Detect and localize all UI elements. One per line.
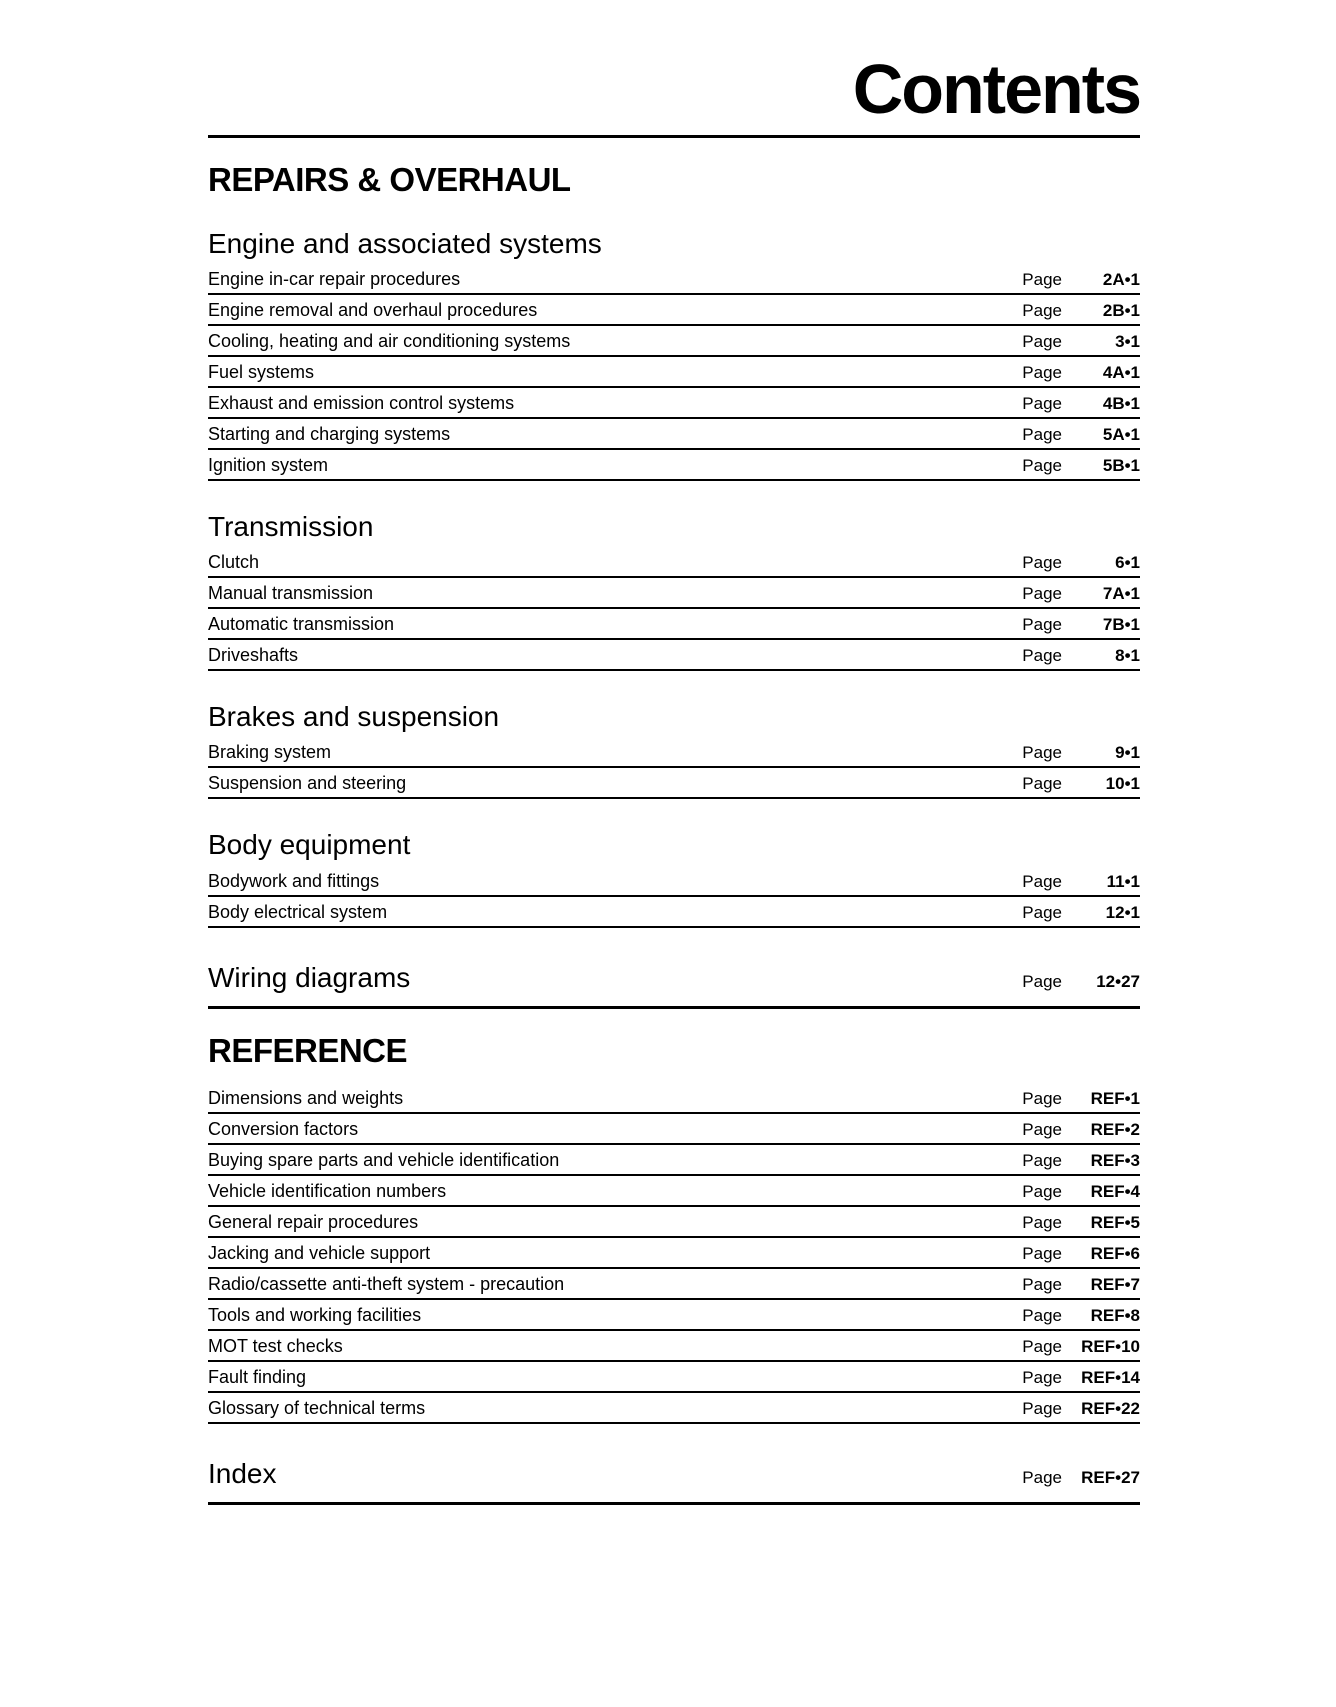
- table-of-contents: [208, 162, 1140, 1506]
- toc-row: [208, 450, 1140, 481]
- toc-row: [208, 1331, 1140, 1362]
- toc-row: [208, 737, 1140, 768]
- page-number: REF•1: [1090, 1089, 1140, 1109]
- toc-row-label: Jacking and vehicle support: [208, 1243, 431, 1264]
- page-reference: [1022, 1468, 1140, 1488]
- toc-row: [208, 1083, 1140, 1114]
- page-number: 5B•1: [1102, 455, 1140, 475]
- page-number: 6•1: [1115, 553, 1140, 573]
- page-reference: [1022, 1337, 1140, 1357]
- toc-row-label: General repair procedures: [208, 1212, 419, 1233]
- page-number: 9•1: [1115, 743, 1140, 763]
- page-number: 3•1: [1115, 331, 1140, 351]
- page-word-label: Page: [1022, 1399, 1062, 1419]
- page-word-label: Page: [1022, 1244, 1062, 1264]
- page-word-label: Page: [1022, 1468, 1062, 1488]
- page-number: 2B•1: [1102, 300, 1140, 320]
- toc-row-index: [208, 1458, 1140, 1505]
- toc-row: [208, 1393, 1140, 1424]
- toc-row: [208, 1269, 1140, 1300]
- page-number: REF•5: [1090, 1213, 1140, 1233]
- toc-row: [208, 1207, 1140, 1238]
- page-word-label: Page: [1022, 331, 1062, 351]
- toc-row: [208, 578, 1140, 609]
- page-reference: [1022, 1151, 1140, 1171]
- toc-row-label: Buying spare parts and vehicle identification: [208, 1150, 560, 1171]
- part-heading-repairs-overhaul: REPAIRS & OVERHAUL: [208, 160, 571, 198]
- page-word-label: Page: [1022, 584, 1062, 604]
- page-number: 4B•1: [1102, 393, 1140, 413]
- page-reference: [1022, 425, 1140, 445]
- section-heading: Brakes and suspension: [208, 701, 500, 733]
- page-reference: [1022, 553, 1140, 573]
- page-word-label: Page: [1022, 743, 1062, 763]
- toc-row-label: Radio/cassette anti-theft system - precaution: [208, 1274, 565, 1295]
- toc-row-label: Engine removal and overhaul procedures: [208, 299, 538, 320]
- page-word-label: Page: [1022, 1151, 1062, 1171]
- toc-row-label: Exhaust and emission control systems: [208, 392, 515, 413]
- page-number: 7A•1: [1102, 584, 1140, 604]
- toc-row-label: Tools and working facilities: [208, 1305, 422, 1326]
- toc-row-label: MOT test checks: [208, 1336, 343, 1357]
- page-reference: [1022, 1182, 1140, 1202]
- page-number: REF•10: [1081, 1337, 1140, 1357]
- page-word-label: Page: [1022, 615, 1062, 635]
- page-word-label: Page: [1022, 1213, 1062, 1233]
- toc-row-label: Clutch: [208, 552, 260, 573]
- page-header: [208, 0, 1140, 138]
- section-body-equipment: [208, 829, 1140, 927]
- toc-row: [208, 388, 1140, 419]
- page-reference: [1022, 972, 1140, 992]
- section-transmission: [208, 511, 1140, 671]
- page-number: 4A•1: [1102, 362, 1140, 382]
- page-word-label: Page: [1022, 646, 1062, 666]
- page-reference: [1022, 301, 1140, 321]
- page-number: REF•14: [1081, 1368, 1140, 1388]
- page-word-label: Page: [1022, 1089, 1062, 1109]
- toc-row: [208, 897, 1140, 928]
- toc-row: [208, 419, 1140, 450]
- section-heading: Transmission: [208, 510, 374, 542]
- page-word-label: Page: [1022, 393, 1062, 413]
- page-reference: [1022, 1399, 1140, 1419]
- page-word-label: Page: [1022, 455, 1062, 475]
- toc-row-label: Bodywork and fittings: [208, 870, 380, 891]
- toc-row: [208, 357, 1140, 388]
- page-reference: [1022, 1213, 1140, 1233]
- page-word-label: Page: [1022, 1120, 1062, 1140]
- page-number: REF•4: [1090, 1182, 1140, 1202]
- toc-row-label: Cooling, heating and air conditioning systems: [208, 330, 571, 351]
- toc-row: [208, 264, 1140, 295]
- toc-row: [208, 866, 1140, 897]
- toc-row: [208, 1114, 1140, 1145]
- toc-row: [208, 1176, 1140, 1207]
- page-word-label: Page: [1022, 1275, 1062, 1295]
- page-number: 7B•1: [1102, 615, 1140, 635]
- section-brakes-and-suspension: [208, 701, 1140, 799]
- page-number: REF•2: [1090, 1120, 1140, 1140]
- toc-row-wiring-diagrams: [208, 962, 1140, 1009]
- toc-row-label: Driveshafts: [208, 645, 299, 666]
- toc-row-label: Conversion factors: [208, 1119, 359, 1140]
- toc-row-label: Ignition system: [208, 454, 329, 475]
- toc-row-label: Manual transmission: [208, 583, 374, 604]
- page-number: 8•1: [1115, 646, 1140, 666]
- section-reference-list: [208, 1083, 1140, 1424]
- page-number: REF•27: [1081, 1468, 1140, 1488]
- page-word-label: Page: [1022, 1337, 1062, 1357]
- page-word-label: Page: [1022, 871, 1062, 891]
- toc-row: [208, 1145, 1140, 1176]
- page-reference: [1022, 584, 1140, 604]
- section-engine-and-associated-systems: [208, 228, 1140, 481]
- toc-row-label: Fuel systems: [208, 361, 315, 382]
- page-reference: [1022, 1368, 1140, 1388]
- page-number: REF•3: [1090, 1151, 1140, 1171]
- toc-row: [208, 609, 1140, 640]
- page-word-label: Page: [1022, 971, 1062, 991]
- page-word-label: Page: [1022, 269, 1062, 289]
- page-number: REF•6: [1090, 1244, 1140, 1264]
- section-heading: Engine and associated systems: [208, 227, 602, 259]
- page-word-label: Page: [1022, 1368, 1062, 1388]
- toc-row: [208, 768, 1140, 799]
- toc-row: [208, 1238, 1140, 1269]
- page-number: 10•1: [1105, 774, 1140, 794]
- page-reference: [1022, 1120, 1140, 1140]
- page-number: 12•27: [1096, 971, 1140, 991]
- page-word-label: Page: [1022, 362, 1062, 382]
- page-word-label: Page: [1022, 902, 1062, 922]
- toc-row-label: Suspension and steering: [208, 773, 407, 794]
- page-number: REF•22: [1081, 1399, 1140, 1419]
- toc-row: [208, 1362, 1140, 1393]
- page-reference: [1022, 1275, 1140, 1295]
- toc-row: [208, 326, 1140, 357]
- toc-row-label: Body electrical system: [208, 901, 388, 922]
- toc-row-label: Starting and charging systems: [208, 423, 451, 444]
- page-reference: [1022, 363, 1140, 383]
- page-reference: [1022, 1244, 1140, 1264]
- part-heading-reference: REFERENCE: [208, 1031, 408, 1069]
- page-reference: [1022, 774, 1140, 794]
- toc-row-label: Dimensions and weights: [208, 1088, 404, 1109]
- page-reference: [1022, 332, 1140, 352]
- toc-row-label: Wiring diagrams: [208, 961, 411, 993]
- toc-row-label: Braking system: [208, 742, 332, 763]
- toc-row-label: Index: [208, 1458, 277, 1490]
- section-heading: Body equipment: [208, 829, 411, 861]
- toc-row-label: Glossary of technical terms: [208, 1398, 426, 1419]
- page-number: 11•1: [1106, 871, 1140, 891]
- page-number: REF•8: [1090, 1306, 1140, 1326]
- page-word-label: Page: [1022, 424, 1062, 444]
- toc-row: [208, 1300, 1140, 1331]
- toc-row-label: Fault finding: [208, 1367, 307, 1388]
- toc-row-label: Vehicle identification numbers: [208, 1181, 447, 1202]
- page-word-label: Page: [1022, 1306, 1062, 1326]
- page-reference: [1022, 270, 1140, 290]
- page-title: Contents: [852, 50, 1140, 128]
- toc-row: [208, 295, 1140, 326]
- page-reference: [1022, 646, 1140, 666]
- toc-row-label: Engine in-car repair procedures: [208, 268, 461, 289]
- toc-row: [208, 547, 1140, 578]
- page-reference: [1022, 615, 1140, 635]
- page-reference: [1022, 456, 1140, 476]
- page-word-label: Page: [1022, 300, 1062, 320]
- page-number: 2A•1: [1102, 269, 1140, 289]
- page-word-label: Page: [1022, 774, 1062, 794]
- page-word-label: Page: [1022, 553, 1062, 573]
- page-reference: [1022, 1089, 1140, 1109]
- page-content: [208, 0, 1140, 1505]
- page-word-label: Page: [1022, 1182, 1062, 1202]
- page-number: 12•1: [1105, 902, 1140, 922]
- page-reference: [1022, 903, 1140, 923]
- page-number: REF•7: [1090, 1275, 1140, 1295]
- page-reference: [1022, 743, 1140, 763]
- toc-row-label: Automatic transmission: [208, 614, 395, 635]
- page-reference: [1022, 394, 1140, 414]
- page-number: 5A•1: [1102, 424, 1140, 444]
- toc-row: [208, 640, 1140, 671]
- page-reference: [1022, 1306, 1140, 1326]
- page-reference: [1022, 872, 1140, 892]
